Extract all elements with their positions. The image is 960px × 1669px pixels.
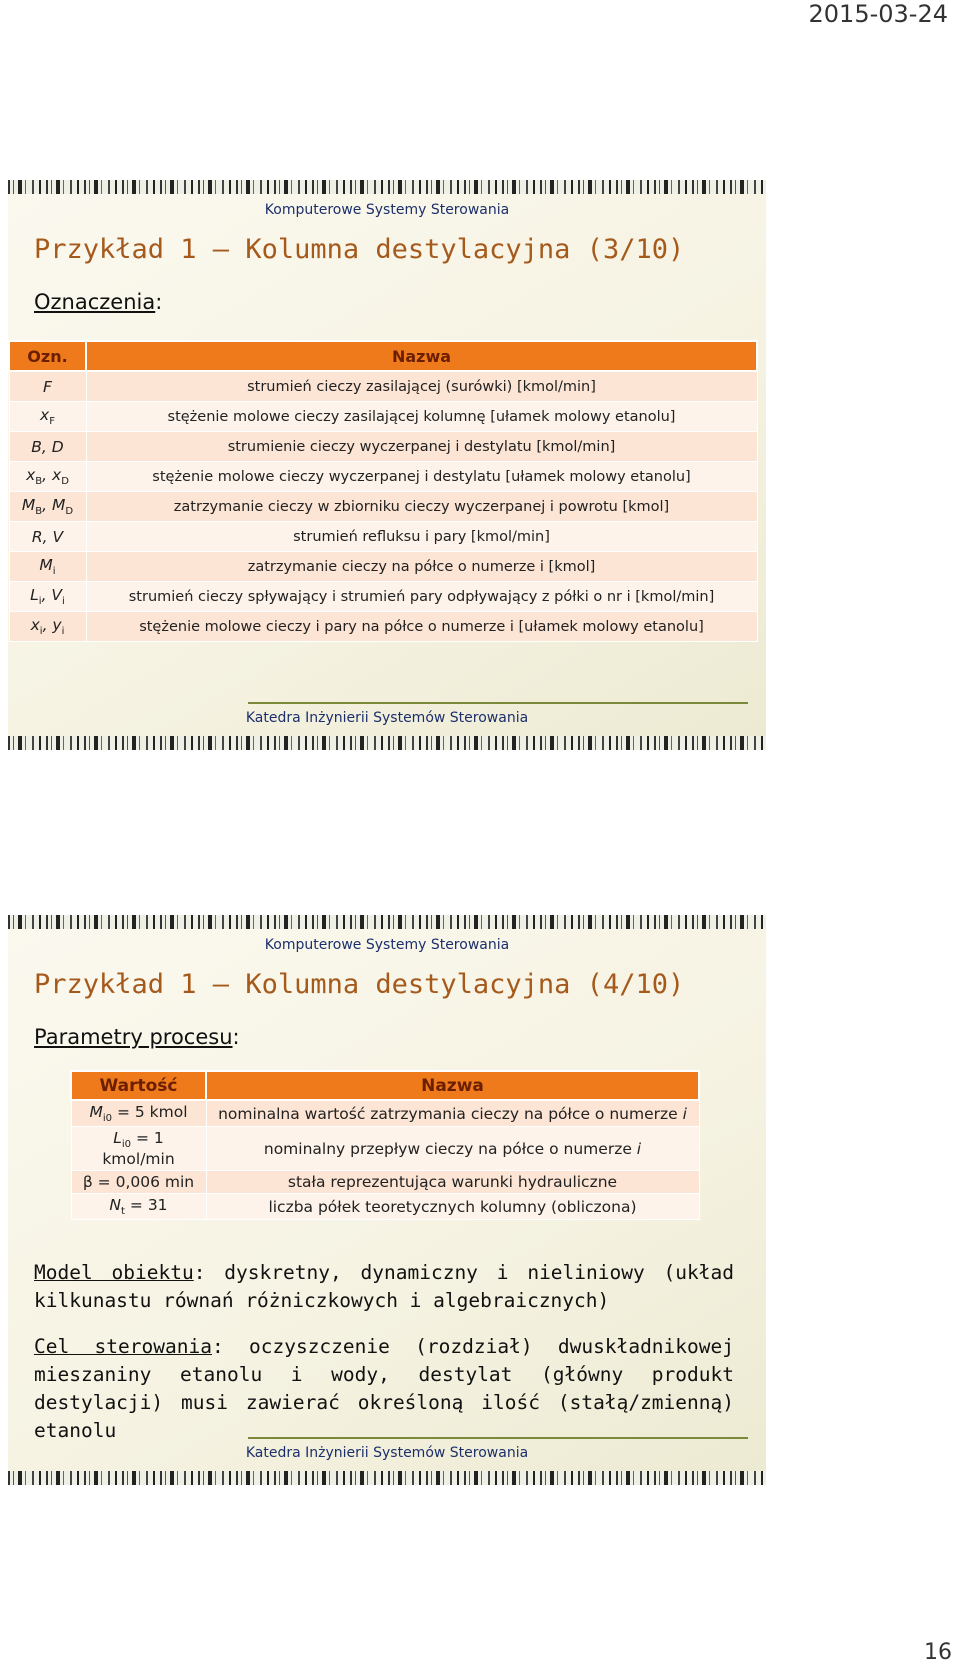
decorative-barcode-stripe — [8, 915, 766, 929]
slide-title: Przykład 1 – Kolumna destylacyjna (3/10) — [34, 234, 685, 265]
parameters-table — [70, 1070, 700, 1220]
name-cell: nominalny przepływ cieczy na półce o numerze i — [206, 1127, 699, 1171]
model-paragraph: Model obiektu: dyskretny, dynamiczny i nieliniowy (układ kilkunastu równań różniczkowych i algebraicznych) — [34, 1261, 734, 1312]
table-row — [9, 492, 757, 522]
value-cell: β = 0,006 min — [71, 1171, 206, 1194]
table-row — [71, 1194, 699, 1220]
table-header-row — [71, 1071, 699, 1100]
symbol-cell: $x_i$, $y_i$ — [9, 612, 86, 642]
slide-3-of-10 — [8, 180, 766, 750]
table-row — [71, 1127, 699, 1171]
symbol-cell: $M_i$ — [9, 552, 86, 582]
name-cell: strumień cieczy zasilającej (surówki) [kmol/min] — [86, 371, 757, 402]
value-cell: $L_{i0} = 1$ kmol/min — [71, 1127, 206, 1171]
decorative-barcode-stripe — [8, 736, 766, 750]
column-header-symbol: Ozn. — [9, 341, 86, 371]
name-cell: strumień refluksu i pary [kmol/min] — [86, 522, 757, 552]
symbol-cell: $x_F$ — [9, 402, 86, 432]
symbol-cell: R, V — [9, 522, 86, 552]
name-cell: stężenie molowe cieczy wyczerpanej i destylatu [ułamek molowy etanolu] — [86, 462, 757, 492]
column-header-name: Nazwa — [86, 341, 757, 371]
name-cell: zatrzymanie cieczy na półce o numerze i [kmol] — [86, 552, 757, 582]
table-row — [9, 612, 757, 642]
symbol-cell: $M_B$, $M_D$ — [9, 492, 86, 522]
name-cell: nominalna wartość zatrzymania cieczy na półce o numerze i — [206, 1100, 699, 1127]
slide-title: Przykład 1 – Kolumna destylacyjna (4/10) — [34, 969, 685, 1000]
name-cell: zatrzymanie cieczy w zbiorniku cieczy wyczerpanej i powrotu [kmol] — [86, 492, 757, 522]
notation-table — [8, 340, 758, 642]
name-cell: liczba półek teoretycznych kolumny (obliczona) — [206, 1194, 699, 1220]
decorative-barcode-stripe — [8, 180, 766, 194]
symbol-cell: F — [9, 371, 86, 402]
goal-paragraph: Cel sterowania: oczyszczenie (rozdział) dwuskładnikowej mieszaniny etanolu i wody, destylat (główny produkt destylacji) musi zawierać określoną ilość (stałą/zmienną) etanolu — [34, 1335, 734, 1442]
name-cell: strumienie cieczy wyczerpanej i destylatu [kmol/min] — [86, 432, 757, 462]
slide-subtitle: Parametry procesu: — [34, 1025, 240, 1049]
name-cell: stała reprezentująca warunki hydrauliczne — [206, 1171, 699, 1194]
slide-4-of-10 — [8, 915, 766, 1485]
name-cell: stężenie molowe cieczy zasilającej kolumnę [ułamek molowy etanolu] — [86, 402, 757, 432]
slide-footer: Katedra Inżynierii Systemów Sterowania — [245, 710, 529, 726]
symbol-cell: B, D — [9, 432, 86, 462]
table-row — [9, 371, 757, 402]
table-row — [9, 462, 757, 492]
column-header-name: Nazwa — [206, 1071, 699, 1100]
table-header-row — [9, 341, 757, 371]
table-row — [9, 432, 757, 462]
slide-header: Komputerowe Systemy Sterowania — [264, 937, 510, 953]
column-header-value: Wartość — [71, 1071, 206, 1100]
name-cell: strumień cieczy spływający i strumień pary odpływający z półki o nr i [kmol/min] — [86, 582, 757, 612]
slide-header: Komputerowe Systemy Sterowania — [264, 202, 510, 218]
table-row — [71, 1171, 699, 1194]
table-row — [9, 402, 757, 432]
table-row — [9, 552, 757, 582]
symbol-cell: $L_i$, $V_i$ — [9, 582, 86, 612]
page-number: 16 — [924, 1640, 952, 1665]
value-cell: $N_t = 31$ — [71, 1194, 206, 1220]
table-row — [9, 582, 757, 612]
slide-subtitle: Oznaczenia: — [34, 290, 163, 314]
footer-divider — [248, 702, 748, 704]
page-date: 2015-03-24 — [808, 0, 948, 28]
value-cell: $M_{i0} = 5$ kmol — [71, 1100, 206, 1127]
name-cell: stężenie molowe cieczy i pary na półce o numerze i [ułamek molowy etanolu] — [86, 612, 757, 642]
slide-footer: Katedra Inżynierii Systemów Sterowania — [245, 1445, 529, 1461]
table-row — [71, 1100, 699, 1127]
footer-divider — [248, 1437, 748, 1439]
symbol-cell: $x_B$, $x_D$ — [9, 462, 86, 492]
table-row — [9, 522, 757, 552]
decorative-barcode-stripe — [8, 1471, 766, 1485]
